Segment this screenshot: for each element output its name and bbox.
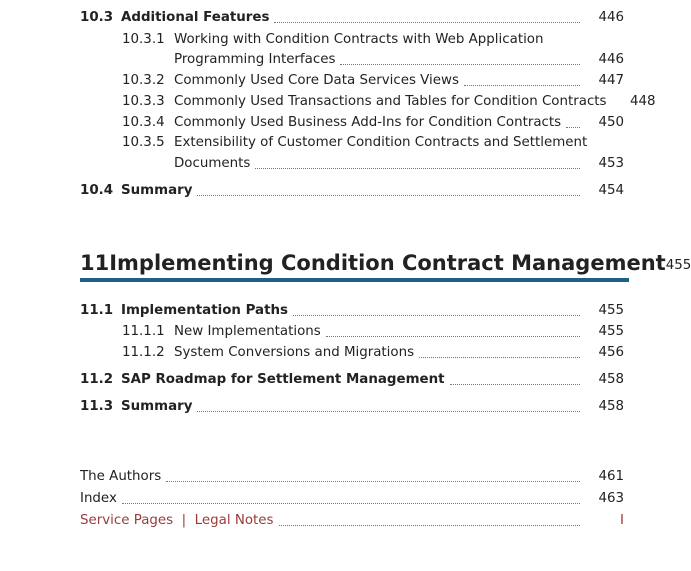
section-title: Implementation Paths: [121, 303, 288, 318]
page-number: 455: [665, 258, 691, 273]
section-title: Additional Features: [121, 10, 270, 25]
dot-leader: [255, 167, 580, 169]
toc-entry-10-3-2[interactable]: [122, 71, 624, 91]
section-number: 11.2: [80, 372, 114, 387]
section-number: 11.3: [80, 399, 114, 414]
subsection-number: 10.3.5: [122, 135, 165, 150]
dot-leader: [197, 410, 580, 412]
dot-leader: [166, 480, 580, 482]
toc-entry-index[interactable]: [80, 489, 624, 509]
toc-entry-service-pages[interactable]: [80, 511, 624, 531]
page-number: 446: [598, 52, 624, 67]
dot-leader: [279, 524, 581, 526]
dot-leader: [464, 84, 580, 86]
toc-entry-10-4[interactable]: [80, 181, 624, 201]
toc-entry-11-1-1[interactable]: [122, 322, 624, 342]
dot-leader: [566, 126, 580, 128]
page-number: 458: [598, 372, 624, 387]
page-number: 446: [598, 10, 624, 25]
toc-entry-10-3-4[interactable]: [122, 113, 624, 133]
toc-entry-10-3[interactable]: [80, 8, 624, 28]
subsection-number: 11.1.2: [122, 345, 165, 360]
toc-entry-10-3-5-line1[interactable]: [174, 133, 587, 153]
subsection-title-line2: Programming Interfaces: [174, 52, 336, 67]
chapter-title: Implementing Condition Contract Management: [109, 251, 666, 275]
page-number: 461: [598, 469, 624, 484]
page-number: 458: [598, 399, 624, 414]
dot-leader: [419, 356, 580, 358]
back-matter-title: Index: [80, 491, 117, 506]
subsection-title: New Implementations: [174, 324, 321, 339]
subsection-number: 10.3.3: [122, 94, 165, 109]
subsection-number: 11.1.1: [122, 324, 165, 339]
back-matter-title: The Authors: [80, 469, 162, 484]
toc-chapter-11[interactable]: [80, 250, 691, 276]
toc-entry-10-3-5[interactable]: [122, 154, 624, 174]
page-number: 447: [598, 73, 624, 88]
page-number: 455: [598, 303, 624, 318]
dot-leader: [326, 335, 580, 337]
dot-leader: [340, 63, 580, 65]
subsection-title: Commonly Used Core Data Services Views: [174, 73, 459, 88]
subsection-number: 10.3.4: [122, 115, 165, 130]
chapter-rule: [80, 278, 629, 282]
dot-leader: [197, 194, 580, 196]
subsection-number: 10.3.1: [122, 32, 165, 47]
subsection-title-line1: Working with Condition Contracts with Web Application: [174, 32, 544, 47]
toc-entry-10-3-3[interactable]: [122, 92, 656, 112]
page-number: 453: [598, 156, 624, 171]
dot-leader: [450, 383, 580, 385]
page-number: 450: [598, 115, 624, 130]
dot-leader: [122, 502, 580, 504]
page-number: 455: [598, 324, 624, 339]
section-title: SAP Roadmap for Settlement Management: [121, 372, 445, 387]
toc-entry-10-3-1[interactable]: [122, 50, 624, 70]
toc-entry-11-3[interactable]: [80, 397, 624, 417]
subsection-number: 10.3.2: [122, 73, 165, 88]
toc-entry-authors[interactable]: [80, 467, 624, 487]
subsection-title: Commonly Used Transactions and Tables for Condition Contracts: [174, 94, 607, 109]
section-number: 10.4: [80, 183, 114, 198]
subsection-title-line1: Extensibility of Customer Condition Contracts and Settlement: [174, 135, 588, 150]
page-number: I: [620, 513, 624, 528]
chapter-number: 11: [80, 251, 110, 275]
page-number: 456: [598, 345, 624, 360]
section-title: Summary: [121, 399, 193, 414]
service-pages-link[interactable]: Service Pages | Legal Notes: [80, 513, 274, 528]
subsection-title: System Conversions and Migrations: [174, 345, 415, 360]
toc-entry-11-2[interactable]: [80, 370, 624, 390]
subsection-title-line2: Documents: [174, 156, 251, 171]
page-number: 448: [629, 94, 656, 109]
section-number: 11.1: [80, 303, 114, 318]
dot-leader: [274, 21, 580, 23]
subsection-title: Commonly Used Business Add-Ins for Condition Contracts: [174, 115, 562, 130]
toc-entry-11-1-2[interactable]: [122, 343, 624, 363]
section-title: Summary: [121, 183, 193, 198]
toc-entry-10-3-1-line1[interactable]: [174, 30, 543, 50]
toc-entry-11-1[interactable]: [80, 301, 624, 321]
page-number: 463: [598, 491, 624, 506]
section-number: 10.3: [80, 10, 114, 25]
page-number: 454: [598, 183, 624, 198]
dot-leader: [293, 314, 580, 316]
